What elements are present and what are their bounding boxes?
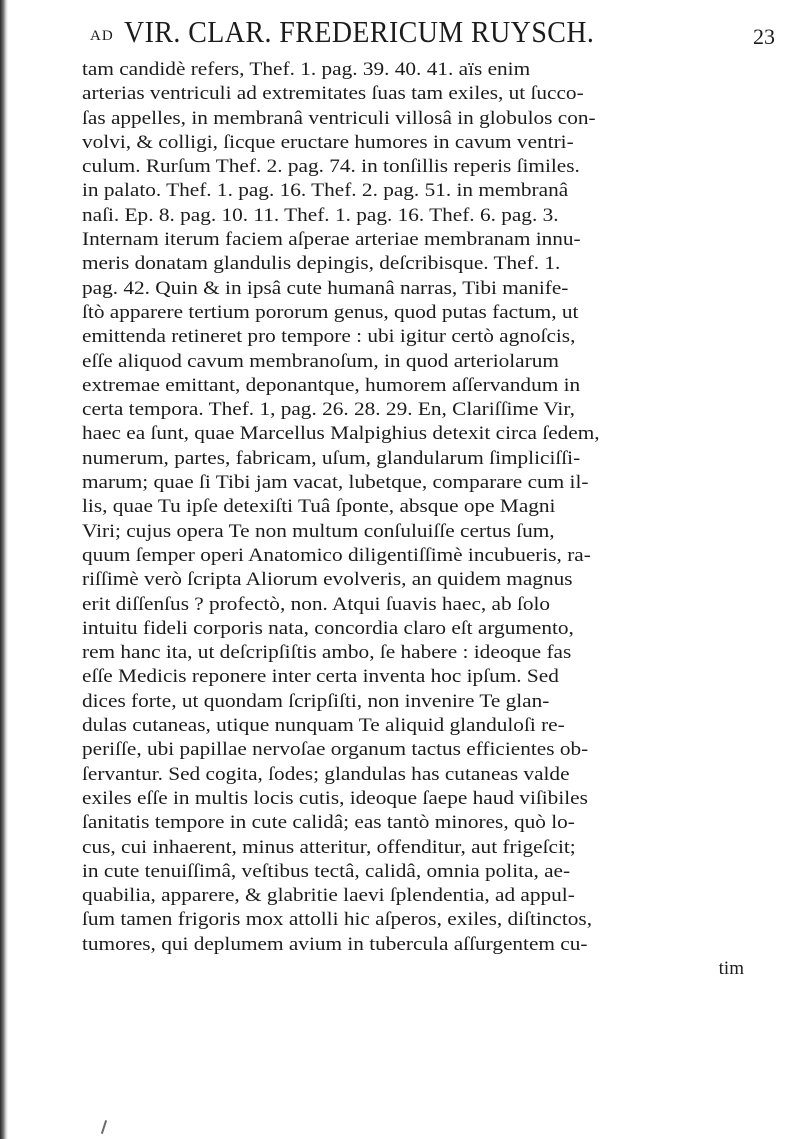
text-line: lis, quae Tu ipſe detexiſti Tuâ ſponte, absque ope Magni — [82, 496, 556, 518]
text-line: in cute tenuiſſimâ, veſtibus tectâ, calidâ, omnia polita, ae- — [82, 860, 571, 882]
text-line: naſi. Ep. 8. pag. 10. 11. Thef. 1. pag. 16. Thef. 6. pag. 3. — [82, 204, 559, 226]
text-line: quabilia, apparere, & glabritie laevi ſplendentia, ad appul- — [82, 885, 575, 907]
text-line: dulas cutaneas, utique nunquam Te aliquid glanduloſi re- — [82, 715, 565, 737]
text-line: periſſe, ubi papillae nervoſae organum tactus efficientes ob- — [82, 739, 589, 761]
running-head-title: VIR. CLAR. FREDERICUM RUYSCH. — [124, 14, 595, 49]
text-line: dices forte, ut quondam ſcripſiſti, non invenire Te glan- — [82, 690, 550, 712]
body-text — [82, 58, 784, 981]
running-head — [90, 14, 775, 54]
text-line: ſanitatis tempore in cute calidâ; eas tantò minores, quò lo- — [82, 812, 575, 834]
text-line: tam candidè refers, Thef. 1. pag. 39. 40. 41. aïs enim — [82, 59, 531, 80]
text-line: rem hanc ita, ut deſcripſiſtis ambo, ſe habere : ideoque fas — [82, 642, 572, 664]
text-line: cus, cui inhaerent, minus atteritur, offenditur, aut frigeſcit; — [82, 836, 576, 858]
text-line: emittenda retineret pro tempore : ubi igitur certò agnoſcis, — [82, 326, 576, 348]
text-line: volvi, & colligi, ſicque eructare humores in cavum ventri- — [82, 131, 574, 153]
text-line: certa tempora. Thef. 1, pag. 26. 28. 29. En, Clariſſime Vir, — [82, 399, 575, 421]
ink-mark — [101, 1120, 107, 1134]
text-line: ſervantur. Sed cogita, ſodes; glandulas has cutaneas valde — [82, 763, 570, 785]
running-head-prefix: AD — [90, 28, 114, 44]
text-line: Viri; cujus opera Te non multum conſuluiſſe certus ſum, — [82, 520, 555, 542]
text-line: eſſe Medicis reponere inter certa inventa hoc ipſum. Sed — [82, 666, 559, 688]
text-line: marum; quae ſi Tibi jam vacat, lubetque, comparare cum il- — [82, 472, 589, 494]
text-line: riſſimè verò ſcripta Aliorum evolveris, an quidem magnus — [82, 569, 573, 591]
text-line: extremae emittant, deponantque, humorem aſſervandum in — [82, 374, 581, 396]
text-line: quum ſemper operi Anatomico diligentiſſimè incubueris, ra- — [82, 544, 591, 566]
text-line: haec ea ſunt, quae Marcellus Malpighius detexit circa ſedem, — [82, 423, 600, 445]
text-line: arterias ventriculi ad extremitates ſuas tam exiles, ut ſucco- — [82, 83, 584, 105]
page-gutter-edge — [0, 0, 8, 1139]
text-line: exiles eſſe in multis locis cutis, ideoque ſaepe haud viſibiles — [82, 787, 588, 809]
text-line: intuitu fideli corporis nata, concordia claro eſt argumento, — [82, 617, 574, 639]
catchword: tim — [718, 957, 744, 979]
text-line: in palato. Thef. 1. pag. 16. Thef. 2. pag. 51. in membranâ — [82, 180, 569, 202]
text-line: culum. Rurſum Thef. 2. pag. 74. in tonſillis reperis ſimiles. — [82, 156, 580, 178]
page-number: 23 — [753, 24, 775, 49]
text-line: ſum tamen frigoris mox attolli hic aſperos, exiles, diſtinctos, — [82, 909, 593, 931]
text-line: ſas appelles, in membranâ ventriculi villosâ in globulos con- — [82, 107, 596, 129]
text-line: Internam iterum faciem aſperae arteriae membranam innu- — [82, 229, 581, 251]
text-line: meris donatam glandulis depingis, deſcribisque. Thef. 1. — [82, 253, 561, 275]
text-line: ſtò apparere tertium pororum genus, quod putas factum, ut — [82, 301, 579, 323]
text-line: pag. 42. Quin & in ipsâ cute humanâ narras, Tibi manife- — [82, 277, 569, 299]
text-line: tumores, qui deplumem avium in tubercula aſſurgentem cu- — [82, 933, 588, 955]
text-line: numerum, partes, fabricam, uſum, glandularum ſimpliciſſi- — [82, 447, 581, 469]
text-line: erit diſſenſus ? profectò, non. Atqui ſuavis haec, ab ſolo — [82, 593, 551, 615]
text-line: eſſe aliquod cavum membranoſum, in quod arteriolarum — [82, 350, 559, 372]
